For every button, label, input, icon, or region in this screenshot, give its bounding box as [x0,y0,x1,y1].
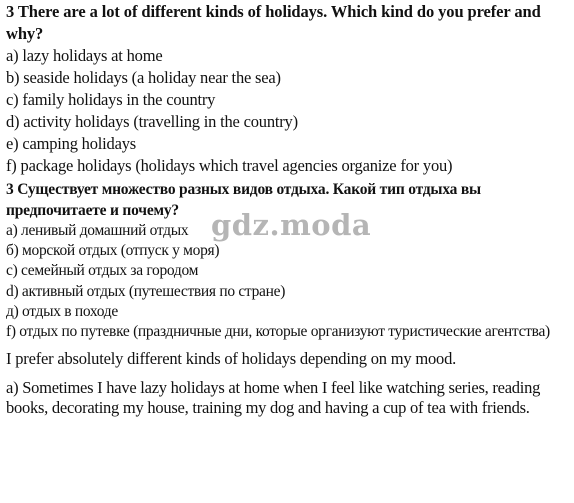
document-page [6,1,570,418]
russian-option-a: а) ленивый домашний отдых [6,222,189,239]
english-option-f: f) package holidays (holidays which travel agencies organize for you) [6,156,453,175]
english-task [6,1,570,177]
russian-option-e: д) отдых в походе [6,302,118,320]
english-option-c: c) family holidays in the country [6,90,216,109]
russian-option-f: f) отдых по путевке (праздничные дни, которые организуют туристические агентства) [6,323,550,341]
watermark-logo: gdz.moda [211,208,372,242]
english-option-d: d) activity holidays (travelling in the country) [6,112,298,131]
russian-option-d: d) активный отдых (путешествия по стране) [6,282,286,300]
english-option-e: e) camping holidays [6,134,136,153]
english-task-heading: 3 There are a lot of different kinds of holidays. Which kind do you prefer and why? [6,2,541,43]
russian-task-heading: 3 Существует множество разных видов отдыха. Какой тип отдыха вы предпочитаете и почему? [6,181,481,219]
russian-option-c: с) семейный отдых за городом [6,262,199,280]
english-option-b: b) seaside holidays (a holiday near the sea) [6,68,281,87]
english-option-a: a) lazy holidays at home [6,46,163,65]
answer-part-a: a) Sometimes I have lazy holidays at home when I feel like watching series, reading books, decorating my house, training my dog and having a cup of tea with friends. [6,378,541,418]
russian-task [6,179,570,342]
russian-option-b: б) морской отдых (отпуск у моря) [6,242,220,260]
answer-intro: I prefer absolutely different kinds of holidays depending on my mood. [6,349,457,369]
